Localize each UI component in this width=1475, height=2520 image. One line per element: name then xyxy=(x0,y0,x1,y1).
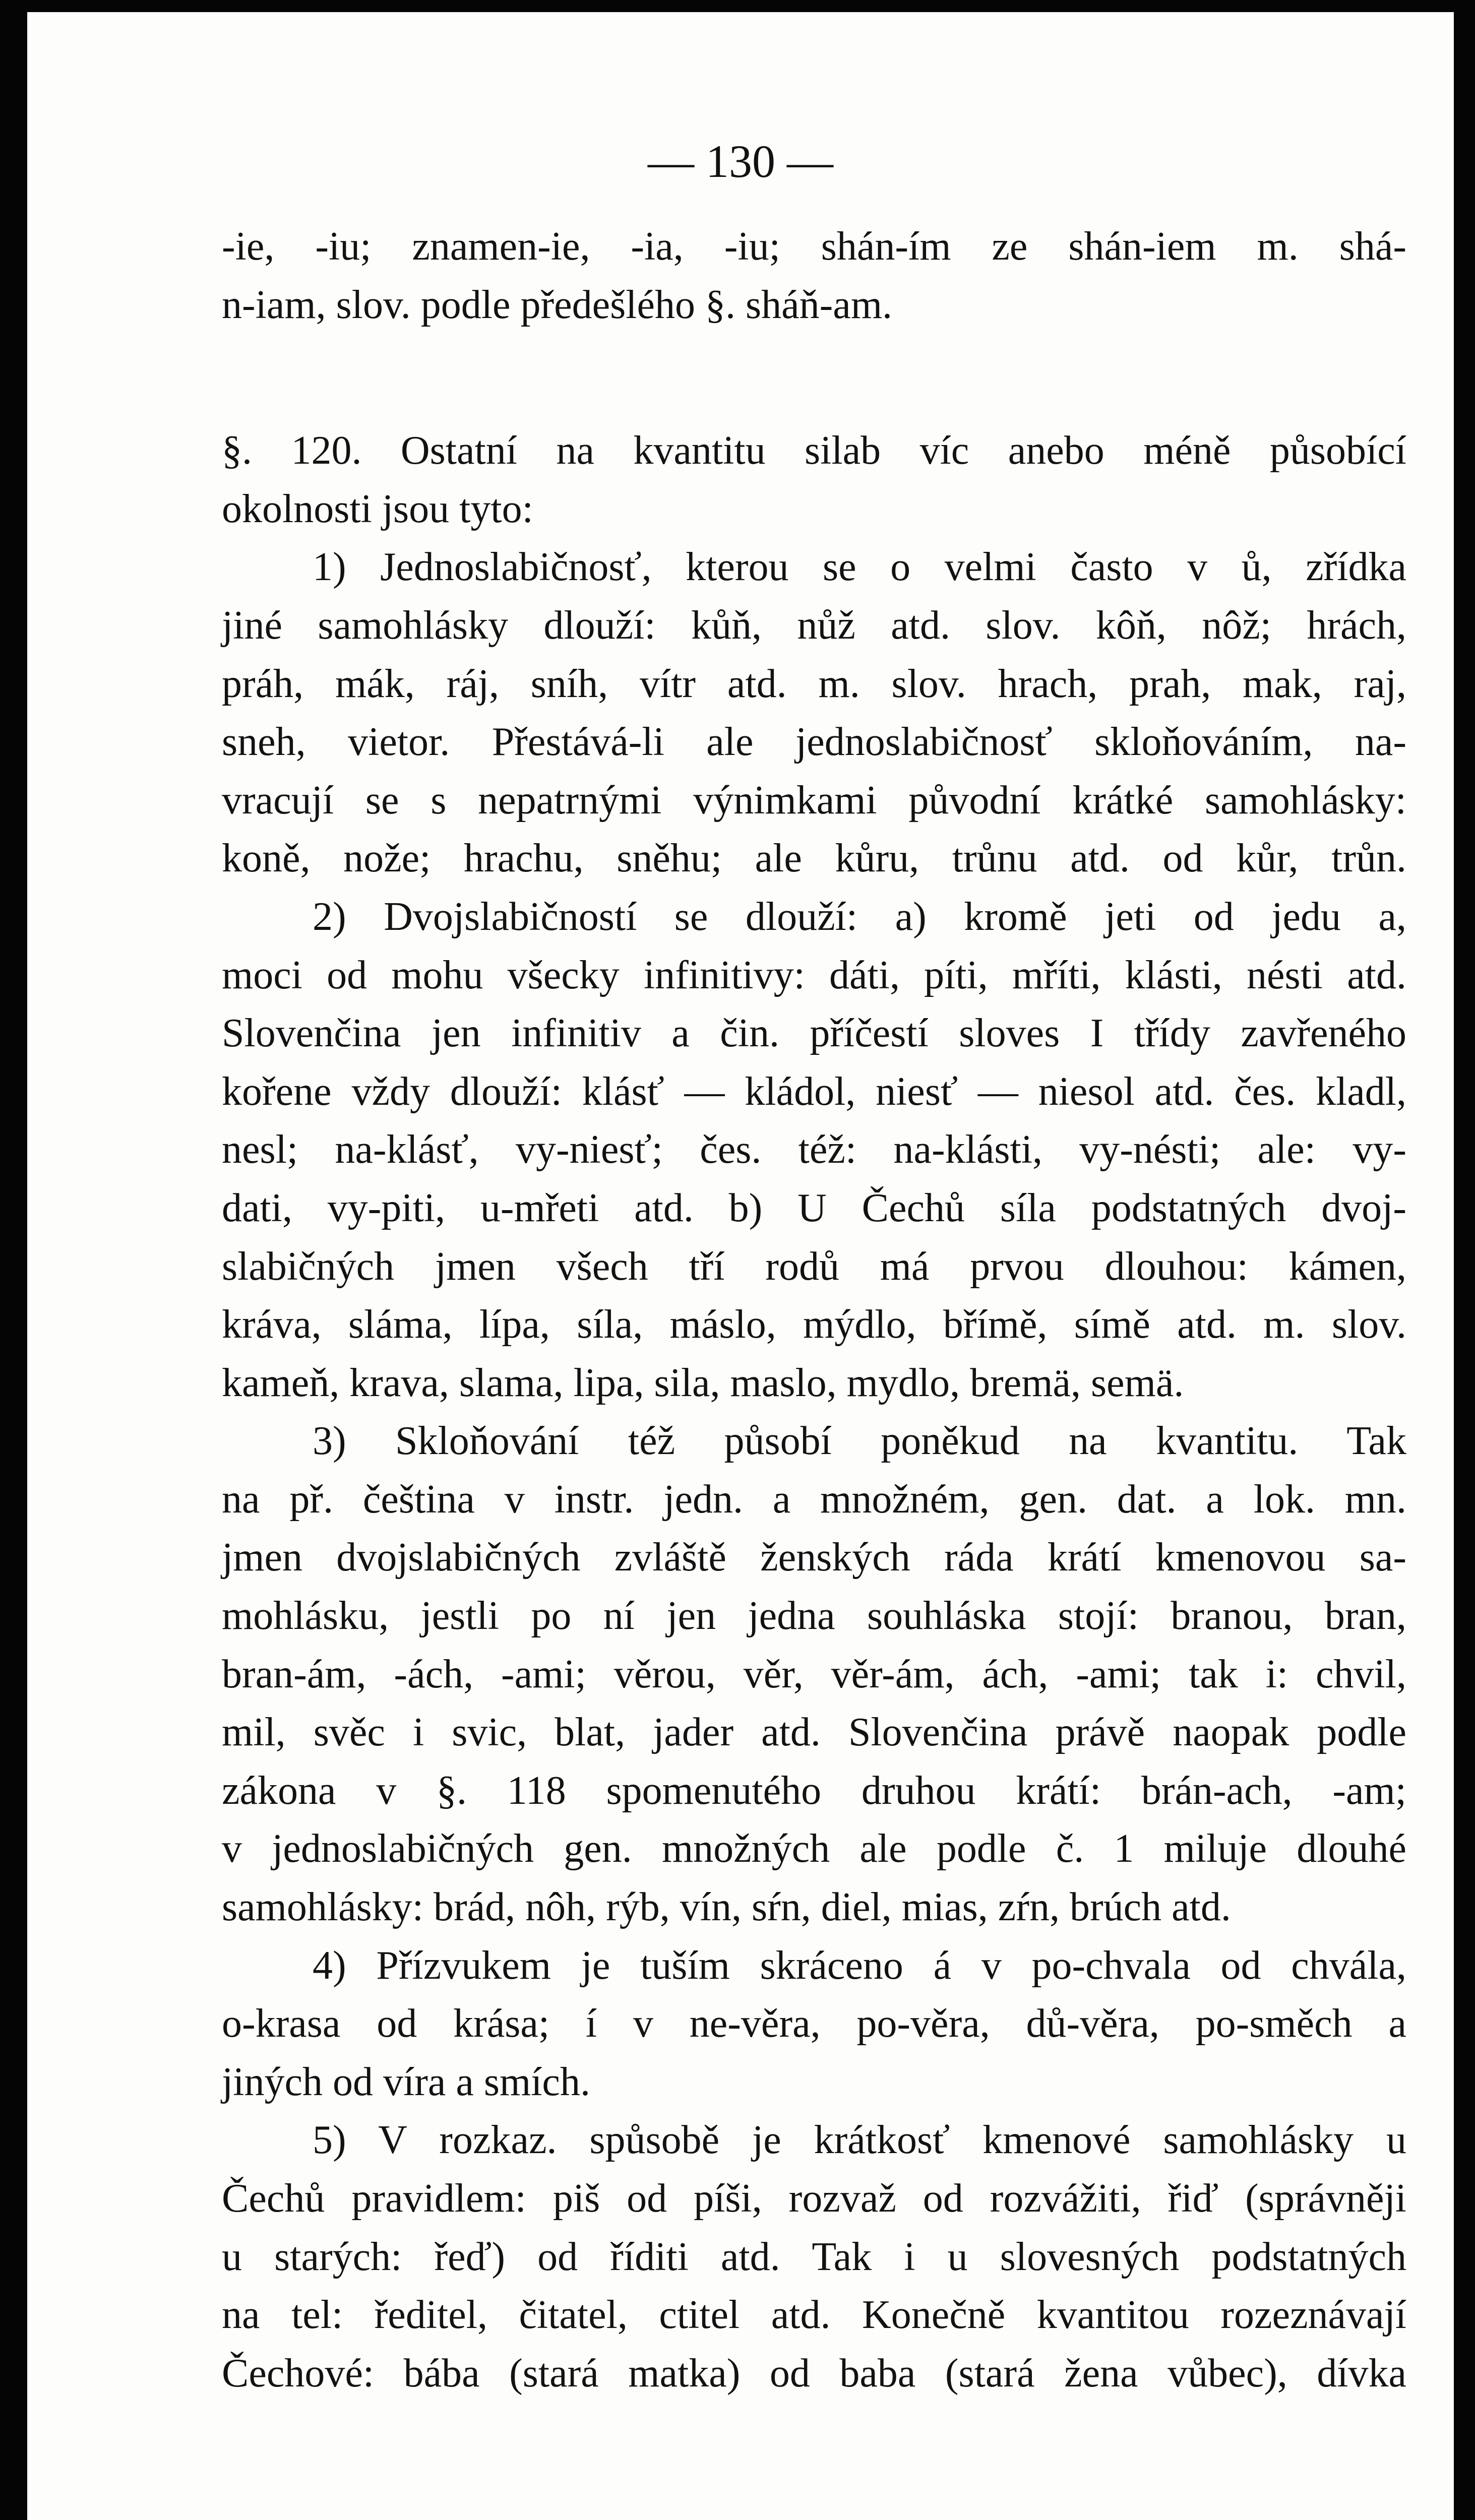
text-line: jmen dvojslabičných zvláště ženských ráda krátí kmenovou sa- xyxy=(222,1535,1406,1580)
text-line: sneh, vietor. Přestává-li ale jednoslabičnosť skloňováním, na- xyxy=(222,720,1406,765)
text-line: Slovenčina jen infinitiv a čin. příčestí sloves I třídy zavřeného xyxy=(222,1011,1406,1056)
text-line: jiné samohlásky dlouží: kůň, nůž atd. slov. kôň, nôž; hrách, xyxy=(222,603,1406,648)
text-line: -ie, -iu; znamen-ie, -ia, -iu; shán-ím ze shán-iem m. shá- xyxy=(222,224,1406,269)
text-line: 5) V rozkaz. spůsobě je krátkosť kmenové samohlásky u xyxy=(313,2118,1406,2163)
text-line: Čechové: bába (stará matka) od baba (stará žena vůbec), dívka xyxy=(222,2351,1406,2396)
text-line: Čechů pravidlem: piš od píši, rozvaž od rozvážiti, řiď (správněji xyxy=(222,2176,1406,2221)
page-number: — 130 — xyxy=(648,136,833,187)
text-line: kameň, krava, slama, lipa, sila, maslo, mydlo, bremä, semä. xyxy=(222,1360,1184,1405)
text-line: kráva, sláma, lípa, síla, máslo, mýdlo, břímě, símě atd. m. slov. xyxy=(222,1302,1406,1347)
text-line: zákona v §. 118 spomenutého druhou krátí: brán-ach, -am; xyxy=(222,1768,1406,1813)
text-line: kořene vždy dlouží: klásť — kládol, niesť — niesol atd. čes. kladl, xyxy=(222,1069,1406,1114)
text-line: 2) Dvojslabičností se dlouží: a) kromě jeti od jedu a, xyxy=(313,894,1406,939)
text-line: práh, mák, ráj, sníh, vítr atd. m. slov. hrach, prah, mak, raj, xyxy=(222,661,1406,706)
text-line: mil, svěc i svic, blat, jader atd. Slovenčina právě naopak podle xyxy=(222,1710,1406,1755)
text-line: 1) Jednoslabičnosť, kterou se o velmi často v ů, zřídka xyxy=(313,545,1406,590)
text-line: o-krasa od krása; í v ne-věra, po-věra, dů-věra, po-směch a xyxy=(222,2001,1406,2046)
section-gap xyxy=(222,334,1406,422)
text-line: jiných od víra a smích. xyxy=(222,2059,590,2104)
text-line: dati, vy-piti, u-mřeti atd. b) U Čechů síla podstatných dvoj- xyxy=(222,1185,1406,1230)
text-line: bran-ám, -ách, -ami; věrou, věr, věr-ám, ách, -ami; tak i: chvil, xyxy=(222,1652,1406,1696)
text-line: mohlásku, jestli po ní jen jedna souhláska stojí: branou, bran, xyxy=(222,1594,1406,1639)
text-line: slabičných jmen všech tří rodů má prvou dlouhou: kámen, xyxy=(222,1244,1406,1289)
text-line: 4) Přízvukem je tuším skráceno á v po-chvala od chvála, xyxy=(313,1943,1406,1988)
text-line: 3) Skloňování též působí poněkud na kvantitu. Tak xyxy=(313,1419,1406,1464)
text-line: vracují se s nepatrnými výnimkami původní krátké samohlásky: xyxy=(222,778,1406,823)
page-text xyxy=(222,218,1406,2403)
text-line: na př. čeština v instr. jedn. a množném, gen. dat. a lok. mn. xyxy=(222,1477,1406,1522)
text-line: koně, nože; hrachu, sněhu; ale kůru, trůnu atd. od kůr, trůn. xyxy=(222,836,1406,881)
text-line: u starých: řeď) od říditi atd. Tak i u slovesných podstatných xyxy=(222,2234,1406,2279)
text-line: n-iam, slov. podle předešlého §. sháň-am. xyxy=(222,282,893,327)
text-line: okolnosti jsou tyto: xyxy=(222,486,533,531)
text-line: v jednoslabičných gen. množných ale podle č. 1 miluje dlouhé xyxy=(222,1826,1406,1871)
text-line: samohlásky: brád, nôh, rýb, vín, sŕn, diel, mias, zŕn, brúch atd. xyxy=(222,1885,1231,1930)
book-page xyxy=(27,12,1454,2520)
text-line: na tel: ředitel, čitatel, ctitel atd. Konečně kvantitou rozeznávají xyxy=(222,2293,1406,2338)
text-line: moci od mohu všecky infinitivy: dáti, píti, mříti, klásti, nésti atd. xyxy=(222,953,1406,997)
text-line: nesl; na-klásť, vy-niesť; čes. též: na-klásti, vy-nésti; ale: vy- xyxy=(222,1127,1406,1172)
section-heading-line: §. 120. Ostatní na kvantitu silab víc anebo méně působící xyxy=(222,428,1406,473)
